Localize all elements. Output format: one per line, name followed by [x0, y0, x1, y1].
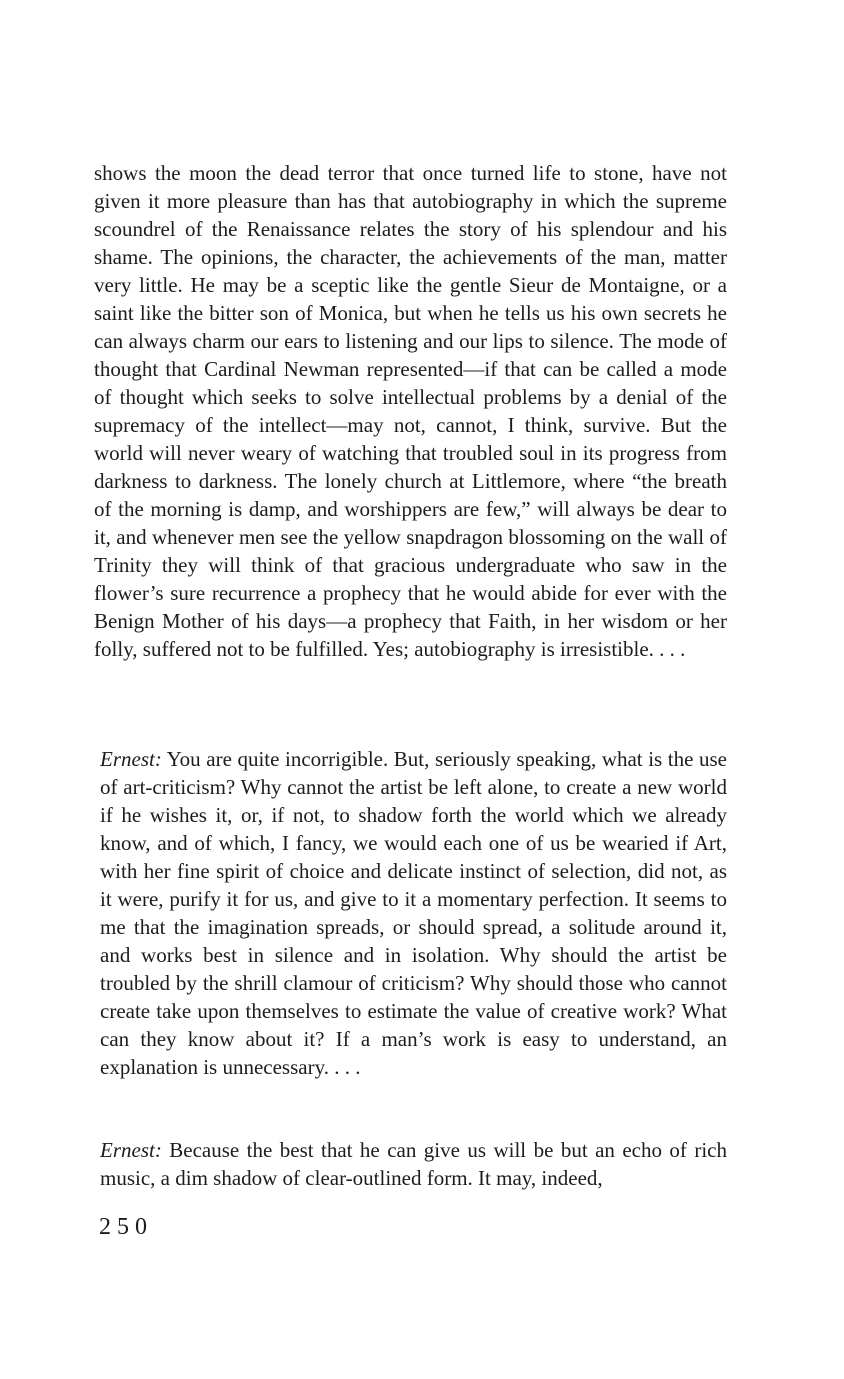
paragraph-2: [100, 745, 727, 1081]
paragraph-3-text: Because the best that he can give us will be but an echo of rich music, a dim shadow of clear-outlined form. It may, indeed,: [100, 1138, 727, 1190]
paragraph-3: [100, 1136, 727, 1192]
paragraph-2-text: You are quite incorrigible. But, seriously speaking, what is the use of art-criticism? Why cannot the artist be left alone, to create a new world if he wishes it, or, if not, to shadow forth the world which we already know, and of which, I fancy, we would each one of us be wearied if Art, with her fine spirit of choice and delicate instinct of selection, did not, as it were, purify it for us, and give to it a momentary perfection. It seems to me that the imagination spreads, or should spread, a solitude around it, and works best in silence and in isolation. Why should the artist be troubled by the shrill clamour of criticism? Why should those who cannot create take upon themselves to estimate the value of creative work? What can they know about it? If a man’s work is easy to understand, an explanation is unnecessary. . . .: [100, 747, 727, 1079]
paragraph-1: [94, 159, 727, 663]
speaker-label: Ernest:: [100, 1138, 162, 1162]
speaker-label: Ernest:: [100, 747, 162, 771]
page-number: 250: [99, 1214, 153, 1240]
paragraph-1-text: shows the moon the dead terror that once turned life to stone, have not given it more pleasure than has that autobiography in which the supreme scoundrel of the Renaissance relates the story of his splendour and his shame. The opinions, the character, the achievements of the man, matter very little. He may be a sceptic like the gentle Sieur de Montaigne, or a saint like the bitter son of Monica, but when he tells us his own secrets he can always charm our ears to listening and our lips to silence. The mode of thought that Cardinal Newman represented—if that can be called a mode of thought which seeks to solve intellectual problems by a denial of the supremacy of the intellect—may not, cannot, I think, survive. But the world will never weary of watching that troubled soul in its progress from darkness to darkness. The lonely church at Littlemore, where “the breath of the morning is damp, and worshippers are few,” will always be dear to it, and whenever men see the yellow snapdragon blossoming on the wall of Trinity they will think of that gracious undergraduate who saw in the flower’s sure recurrence a prophecy that he would abide for ever with the Benign Mother of his days—a prophecy that Faith, in her wisdom or her folly, suffered not to be fulfilled. Yes; autobiography is irresistible. . . .: [94, 161, 727, 661]
